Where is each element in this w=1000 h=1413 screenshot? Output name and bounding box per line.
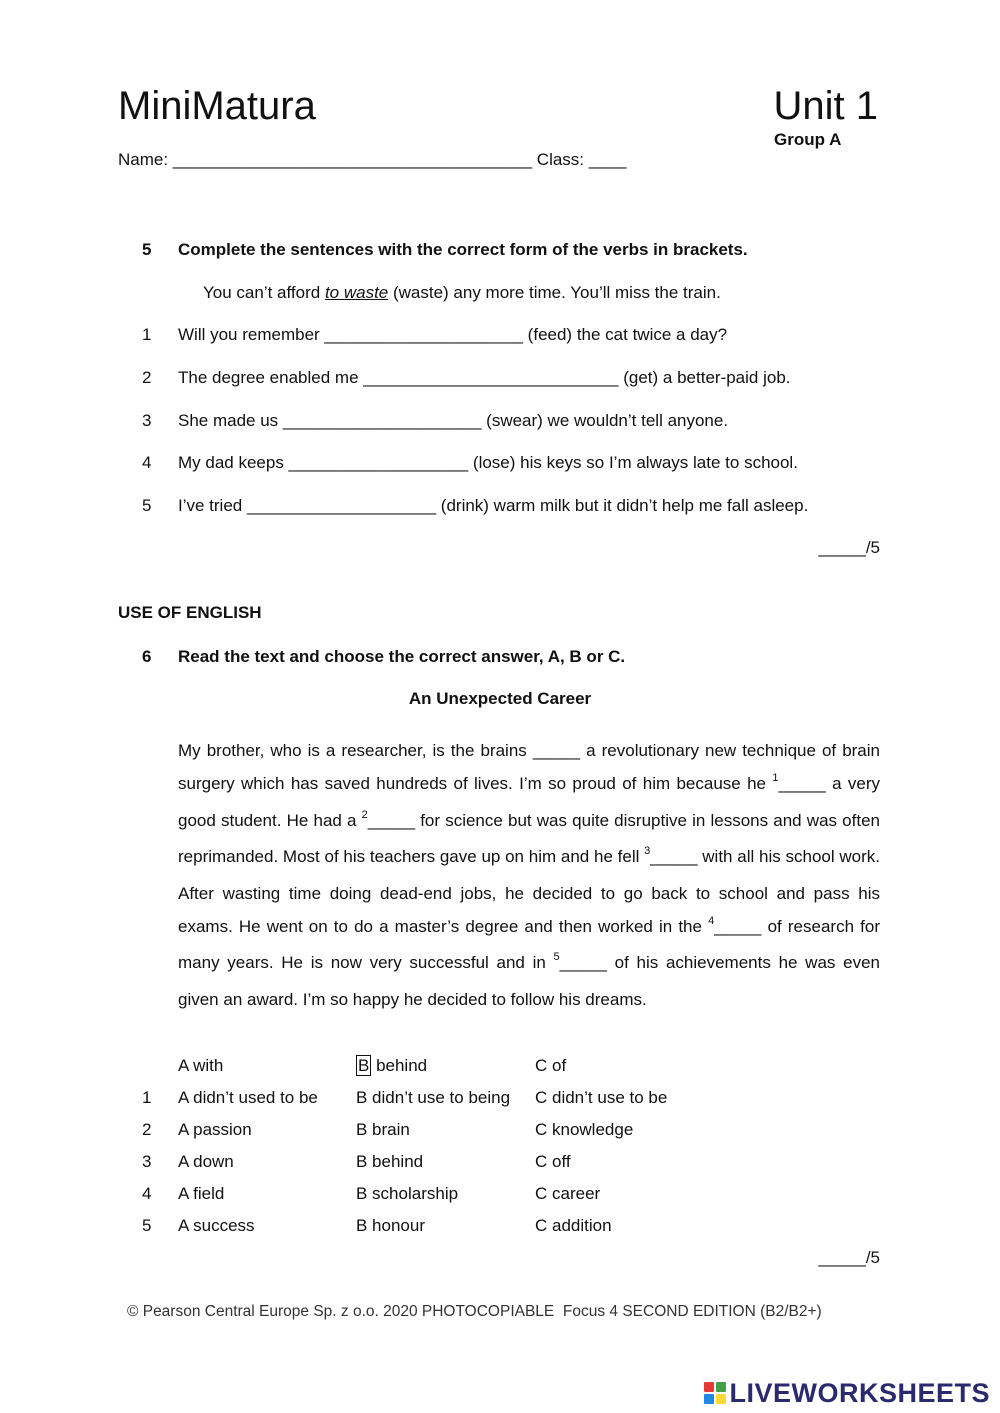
example-before: You can’t afford [203, 283, 325, 302]
ex5-item-text: She made us _____________________ (swear) we wouldn’t tell anyone. [178, 411, 729, 430]
text-part: _____ of research for many years. He is now very successful and in [178, 917, 880, 973]
gap-number: 1 [772, 772, 779, 785]
option-a[interactable]: A field [178, 1184, 225, 1203]
ex5-item-text: The degree enabled me ___________________________ (get) a better-paid job. [178, 368, 791, 387]
text-part: _____ for science but was quite disruptive in lessons and was often reprimanded. Most of his teachers gave up on him and he fell [178, 810, 880, 867]
ex5-score: _____/5 [818, 538, 880, 557]
example-after: (waste) any more time. You’ll miss the train. [388, 283, 721, 302]
exercise-5-example [203, 283, 721, 303]
text-part: _____ of his achievements he was even given an award. I’m so happy he decided to follow his dreams. [178, 953, 880, 1009]
gap-number: 4 [708, 915, 715, 928]
option-a[interactable]: A success [178, 1216, 255, 1235]
gap-number: 2 [361, 808, 368, 821]
option-a[interactable]: A down [178, 1152, 234, 1171]
ex5-item-number: 2 [142, 368, 152, 387]
option-c[interactable]: C knowledge [535, 1120, 634, 1139]
option-a[interactable]: A didn’t used to be [178, 1088, 318, 1107]
option-row-number: 2 [142, 1120, 152, 1139]
unit-label: Unit 1 [773, 84, 878, 128]
text-part: My brother, who is a researcher, is the brains _____ a revolutionary new technique of brain surgery which has saved hundreds of lives. I’m so proud of him because he [178, 741, 880, 794]
example-option-b-letter: B [358, 1056, 370, 1075]
exercise-5-number: 5 [142, 240, 152, 259]
option-row-number: 4 [142, 1184, 152, 1203]
exercise-6-number: 6 [142, 647, 152, 666]
group-label: Group A [774, 130, 842, 149]
option-row-number: 5 [142, 1216, 152, 1235]
ex5-item-text: I’ve tried ____________________ (drink) warm milk but it didn’t help me fall asleep. [178, 496, 809, 515]
option-row-number: 1 [142, 1088, 152, 1107]
example-option-b [356, 1056, 427, 1076]
ex5-item-number: 1 [142, 325, 152, 344]
text-part: _____ a very good student. He had a [178, 774, 880, 830]
exercise-5-instruction: Complete the sentences with the correct form of the verbs in brackets. [178, 240, 748, 259]
text-title: An Unexpected Career [408, 689, 592, 708]
logo-square [716, 1394, 726, 1404]
reading-text [178, 734, 880, 1016]
option-c[interactable]: C addition [535, 1216, 612, 1235]
copyright-footer: © Pearson Central Europe Sp. z o.o. 2020 PHOTOCOPIABLE Focus 4 SECOND EDITION (B2/B2+) [127, 1303, 822, 1320]
option-b[interactable]: B scholarship [356, 1184, 459, 1203]
logo-square [704, 1394, 714, 1404]
ex5-item-number: 4 [142, 453, 152, 472]
option-c[interactable]: C career [535, 1184, 601, 1203]
option-b[interactable]: B honour [356, 1216, 425, 1235]
page-title: MiniMatura [118, 84, 316, 128]
option-b[interactable]: B behind [356, 1152, 424, 1171]
option-a[interactable]: A passion [178, 1120, 252, 1139]
ex6-score: _____/5 [818, 1248, 880, 1267]
example-option-b-text: behind [371, 1056, 428, 1075]
ex5-item-number: 3 [142, 411, 152, 430]
ex5-item-number: 5 [142, 496, 152, 515]
example-option-c: C of [535, 1056, 567, 1075]
name-class-line: Name: ______________________________________ Class: ____ [118, 150, 627, 169]
option-c[interactable]: C off [535, 1152, 571, 1171]
gap-number: 3 [644, 845, 651, 858]
liveworksheets-logo[interactable] [704, 1378, 990, 1408]
ex5-item-text: Will you remember _____________________ (feed) the cat twice a day? [178, 325, 728, 344]
gap-number: 5 [553, 951, 560, 964]
option-row-number: 3 [142, 1152, 152, 1171]
text-part: _____ with all his school work. After wasting time doing dead-end jobs, he decided to go back to school and pass his exams. He went on to do a master’s degree and then worked in the [178, 847, 880, 937]
option-b[interactable]: B didn’t use to being [356, 1088, 511, 1107]
logo-square [716, 1382, 726, 1392]
liveworksheets-icon [704, 1382, 726, 1404]
brand-name: LIVEWORKSHEETS [729, 1377, 990, 1408]
option-c[interactable]: C didn’t use to be [535, 1088, 668, 1107]
logo-square [704, 1382, 714, 1392]
exercise-6-instruction: Read the text and choose the correct answer, A, B or C. [178, 647, 626, 666]
example-option-a: A with [178, 1056, 224, 1075]
section-heading: USE OF ENGLISH [118, 603, 262, 622]
example-answer: to waste [324, 283, 389, 302]
option-b[interactable]: B brain [356, 1120, 410, 1139]
ex5-item-text: My dad keeps ___________________ (lose) his keys so I’m always late to school. [178, 453, 798, 472]
